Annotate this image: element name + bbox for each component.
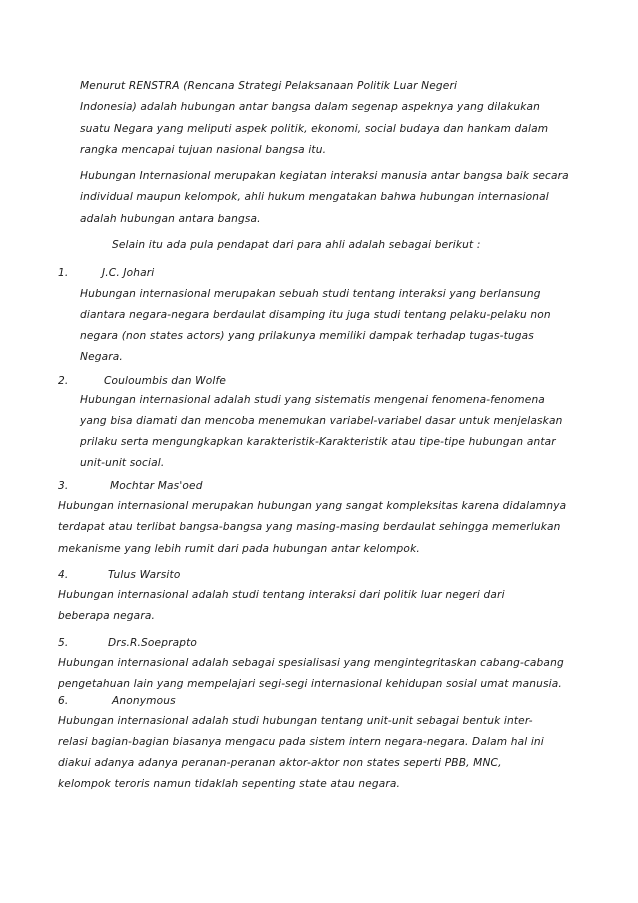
expert-4-text-line: Hubungan internasional adalah studi tentang interaksi dari politik luar negeri dari: [58, 589, 505, 601]
intro-paragraph-2-line: Hubungan Internasional merupakan kegiatan interaksi manusia antar bangsa baik secara: [80, 170, 569, 182]
expert-6-text-line: relasi bagian-bagian biasanya mengacu pada sistem intern negara-negara. Dalam hal ini: [58, 736, 544, 748]
expert-3-text-line: mekanisme yang lebih rumit dari pada hubungan antar kelompok.: [58, 543, 420, 555]
expert-1-number: 1.: [58, 267, 69, 279]
expert-3-name: Mochtar Mas'oed: [110, 480, 203, 492]
expert-4-number: 4.: [58, 569, 69, 581]
expert-5-text-line: Hubungan internasional adalah sebagai spesialisasi yang mengintegritaskan cabang-cabang: [58, 657, 564, 669]
expert-1-text-line: diantara negara-negara berdaulat disamping itu juga studi tentang pelaku-pelaku non: [80, 309, 551, 321]
expert-2-text-line: prilaku serta mengungkapkan karakteristik-Karakteristik atau tipe-tipe hubungan antar: [80, 436, 556, 448]
expert-2-text-line: yang bisa diamati dan mencoba menemukan variabel-variabel dasar untuk menjelaskan: [80, 415, 563, 427]
expert-1-text-line: Hubungan internasional merupakan sebuah studi tentang interaksi yang berlansung: [80, 288, 541, 300]
expert-2-text-line: unit-unit social.: [80, 457, 165, 469]
intro-paragraph-2-line: individual maupun kelompok, ahli hukum mengatakan bahwa hubungan internasional: [80, 191, 549, 203]
expert-1-text-line: Negara.: [80, 351, 123, 363]
intro-paragraph-1-line: Indonesia) adalah hubungan antar bangsa dalam segenap aspeknya yang dilakukan: [80, 101, 540, 113]
intro-paragraph-1-line: rangka mencapai tujuan nasional bangsa itu.: [80, 144, 327, 156]
expert-6-text-line: kelompok teroris namun tidaklah sepenting state atau negara.: [58, 778, 401, 790]
intro-paragraph-2-line: adalah hubungan antara bangsa.: [80, 213, 261, 225]
expert-4-text-line: beberapa negara.: [58, 610, 155, 622]
experts-lead-sentence: Selain itu ada pula pendapat dari para ahli adalah sebagai berikut :: [112, 239, 481, 251]
expert-6-number: 6.: [58, 695, 69, 707]
expert-6-name: Anonymous: [112, 695, 176, 707]
expert-3-text-line: terdapat atau terlibat bangsa-bangsa yang masing-masing berdaulat sehingga memerlukan: [58, 521, 561, 533]
expert-1-text-line: negara (non states actors) yang prilakunya memiliki dampak terhadap tugas-tugas: [80, 330, 534, 342]
expert-6-text-line: Hubungan internasional adalah studi hubungan tentang unit-unit sebagai bentuk inter-: [58, 715, 533, 727]
expert-4-name: Tulus Warsito: [108, 569, 181, 581]
expert-5-text-line: pengetahuan lain yang mempelajari segi-segi internasional kehidupan sosial umat manusia.: [58, 678, 562, 690]
intro-paragraph-1-line: Menurut RENSTRA (Rencana Strategi Pelaksanaan Politik Luar Negeri: [80, 80, 458, 92]
expert-6-text-line: diakui adanya adanya peranan-peranan aktor-aktor non states seperti PBB, MNC,: [58, 757, 502, 769]
expert-2-number: 2.: [58, 375, 69, 387]
expert-2-text-line: Hubungan internasional adalah studi yang sistematis mengenai fenomena-fenomena: [80, 394, 545, 406]
expert-2-name: Couloumbis dan Wolfe: [104, 375, 227, 387]
intro-paragraph-1-line: suatu Negara yang meliputi aspek politik, ekonomi, social budaya dan hankam dalam: [80, 123, 549, 135]
expert-5-name: Drs.R.Soeprapto: [108, 637, 198, 649]
expert-1-name: J.C. Johari: [102, 267, 155, 279]
expert-3-text-line: Hubungan internasional merupakan hubungan yang sangat kompleksitas karena didalamnya: [58, 500, 567, 512]
expert-5-number: 5.: [58, 637, 69, 649]
expert-3-number: 3.: [58, 480, 69, 492]
